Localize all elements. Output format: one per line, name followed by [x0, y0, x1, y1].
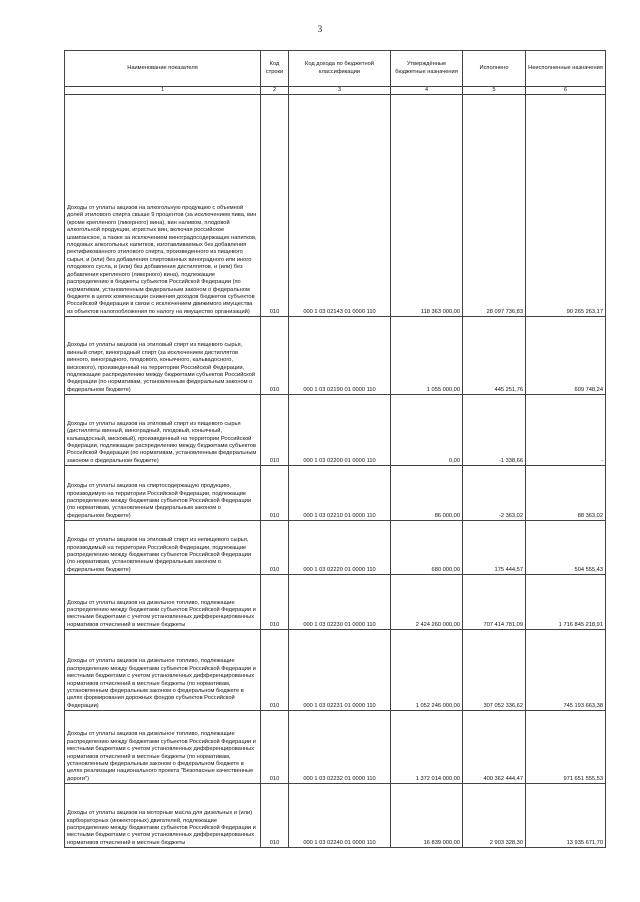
- income-report-table: [64, 50, 606, 848]
- table-row: [65, 95, 606, 317]
- column-number: 5: [463, 87, 526, 95]
- row-name: Доходы от уплаты акцизов на этиловый спирт из пищевого сырья, винный спирт, виноградный спирт (за исключением дистиллятов винного, виноградного, плодового, коньячного, кальвадосного, вискового), произведенный на территории Российской Федерации, подлежащие распределению между бюджетами субъектов Российской Федерации (по нормативам, установленным федеральным законом о федеральном бюджете): [65, 317, 261, 395]
- row-approved: 1 372 014 000,00: [391, 711, 463, 784]
- row-kbk: 000 1 03 02231 01 0000 110: [289, 630, 391, 711]
- row-name: Доходы от уплаты акцизов на дизельное топливо, подлежащие распределению между бюджетами субъектов Российской Федерации и местными бюджетами с учетом установленных дифференцированных нормативов отчислений в местные бюджеты (по нормативам, установленным федеральным законом о федеральном бюджете в целях реализации национального проекта "Безопасные качественные дороги"): [65, 711, 261, 784]
- column-number: 1: [65, 87, 261, 95]
- row-approved: 118 363 000,00: [391, 95, 463, 317]
- table-row: [65, 466, 606, 521]
- header-approved: Утверждённые бюджетные назначения: [391, 51, 463, 87]
- row-name: Доходы от уплаты акцизов на дизельное топливо, подлежащие распределению между бюджетами субъектов Российской Федерации и местными бюджетами с учетом установленных дифференцированных нормативов отчислений в местные бюджеты (по нормативам, установленным федеральным законом о федеральном бюджете в целях формирования дорожных фондов субъектов Российской Федерации): [65, 630, 261, 711]
- table-header-row: [65, 51, 606, 87]
- row-approved: 0,00: [391, 395, 463, 466]
- column-number-row: [65, 87, 606, 95]
- column-number: 6: [526, 87, 606, 95]
- row-executed: 28 097 736,83: [463, 95, 526, 317]
- row-code: 010: [261, 521, 289, 575]
- row-executed: 307 052 336,62: [463, 630, 526, 711]
- row-kbk: 000 1 03 02190 01 0000 110: [289, 317, 391, 395]
- row-approved: 16 839 000,00: [391, 784, 463, 848]
- row-code: 010: [261, 711, 289, 784]
- row-approved: 2 424 260 000,00: [391, 575, 463, 630]
- row-kbk: 000 1 03 02232 01 0000 110: [289, 711, 391, 784]
- header-unexecuted: Неисполненные назначения: [526, 51, 606, 87]
- row-executed: 707 414 781,09: [463, 575, 526, 630]
- row-unexecuted: 13 935 671,70: [526, 784, 606, 848]
- column-number: 3: [289, 87, 391, 95]
- row-approved: 86 000,00: [391, 466, 463, 521]
- row-kbk: 000 1 03 02220 01 0000 110: [289, 521, 391, 575]
- row-code: 010: [261, 317, 289, 395]
- row-unexecuted: 971 651 555,53: [526, 711, 606, 784]
- row-unexecuted: 745 193 663,38: [526, 630, 606, 711]
- row-kbk: 000 1 03 02230 01 0000 110: [289, 575, 391, 630]
- row-kbk: 000 1 03 02143 01 0000 110: [289, 95, 391, 317]
- row-name: Доходы от уплаты акцизов на алкогольную продукцию с объемной долей этилового спирта свыше 9 процентов (за исключением пива, вин (кроме крепленого (ликерного) вина), вин наливом, плодовой алкогольной продукции, игристых вин, включая российское шампанское, а также за исключением виноградосодержащих напитков, плодовых алкогольных напитков, изготавливаемых без добавления ректификованного этилового спирта, произведенного из пищевого сырья, и (или) без добавления спиртованных виноградного или иного плодового сусла, и (или) без добавления дистиллятов, и (или) без добавления крепленого (ликерного) вина), подлежащие распределению в бюджеты субъектов Российской Федерации (по нормативам, установленным федеральным законом о федеральном бюджете в целях компенсации снижения доходов бюджетов субъектов Российской Федерации в связи с исключением движимого имущества из объектов налогообложения по налогу на имущество организаций): [65, 95, 261, 317]
- row-executed: -2 363,02: [463, 466, 526, 521]
- table-row: [65, 711, 606, 784]
- row-unexecuted: 609 748,24: [526, 317, 606, 395]
- header-name: Наименование показателя: [65, 51, 261, 87]
- row-name: Доходы от уплаты акцизов на дизельное топливо, подлежащие распределению между бюджетами субъектов Российской Федерации и местными бюджетами с учетом установленных дифференцированных нормативов отчислений в местные бюджеты: [65, 575, 261, 630]
- row-executed: -1 338,66: [463, 395, 526, 466]
- row-unexecuted: 1 716 845 218,91: [526, 575, 606, 630]
- row-kbk: 000 1 03 02240 01 0000 110: [289, 784, 391, 848]
- row-name: Доходы от уплаты акцизов на спиртосодержащую продукцию, производимую на территории Российской Федерации, подлежащие распределению между бюджетами субъектов Российской Федерации (по нормативам, установленным федеральным законом о федеральном бюджете): [65, 466, 261, 521]
- table-row: [65, 395, 606, 466]
- table-row: [65, 521, 606, 575]
- row-code: 010: [261, 784, 289, 848]
- header-code: Код строки: [261, 51, 289, 87]
- row-unexecuted: 504 555,43: [526, 521, 606, 575]
- row-executed: 445 251,76: [463, 317, 526, 395]
- column-number: 2: [261, 87, 289, 95]
- row-name: Доходы от уплаты акцизов на этиловый спирт из непищевого сырья, производимый на территории Российской Федерации, подлежащие распределению между бюджетами субъектов Российской Федерации (по нормативам, установленным федеральным законом о федеральном бюджете): [65, 521, 261, 575]
- row-name: Доходы от уплаты акцизов на этиловый спирт из пищевого сырья (дистилляты винный, виноградный, плодовый, коньячный, кальвадосный, висковый), произведенный на территории Российской Федерации, подлежащие распределению между бюджетами субъектов Российской Федерации (по нормативам, установленным федеральным законом о федеральном бюджете): [65, 395, 261, 466]
- page-number: 3: [317, 24, 323, 34]
- row-unexecuted: -: [526, 395, 606, 466]
- row-approved: 680 000,00: [391, 521, 463, 575]
- table-row: [65, 575, 606, 630]
- row-code: 010: [261, 395, 289, 466]
- table-row: [65, 630, 606, 711]
- row-executed: 175 444,57: [463, 521, 526, 575]
- row-unexecuted: 88 363,02: [526, 466, 606, 521]
- row-code: 010: [261, 466, 289, 521]
- row-code: 010: [261, 575, 289, 630]
- table-row: [65, 317, 606, 395]
- header-kbk: Код дохода по бюджетной классификации: [289, 51, 391, 87]
- row-executed: 2 903 328,30: [463, 784, 526, 848]
- row-approved: 1 052 246 000,00: [391, 630, 463, 711]
- row-code: 010: [261, 95, 289, 317]
- row-code: 010: [261, 630, 289, 711]
- header-executed: Исполнено: [463, 51, 526, 87]
- row-name: Доходы от уплаты акцизов на моторные масла для дизельных и (или) карбюраторных (инжекторных) двигателей, подлежащие распределению между бюджетами субъектов Российской Федерации и местными бюджетами с учетом установленных дифференцированных нормативов отчислений в местные бюджеты: [65, 784, 261, 848]
- row-kbk: 000 1 03 02200 01 0000 110: [289, 395, 391, 466]
- row-kbk: 000 1 03 02210 01 0000 110: [289, 466, 391, 521]
- column-number: 4: [391, 87, 463, 95]
- row-approved: 1 055 000,00: [391, 317, 463, 395]
- table-row: [65, 784, 606, 848]
- row-unexecuted: 90 265 263,17: [526, 95, 606, 317]
- row-executed: 400 362 444,47: [463, 711, 526, 784]
